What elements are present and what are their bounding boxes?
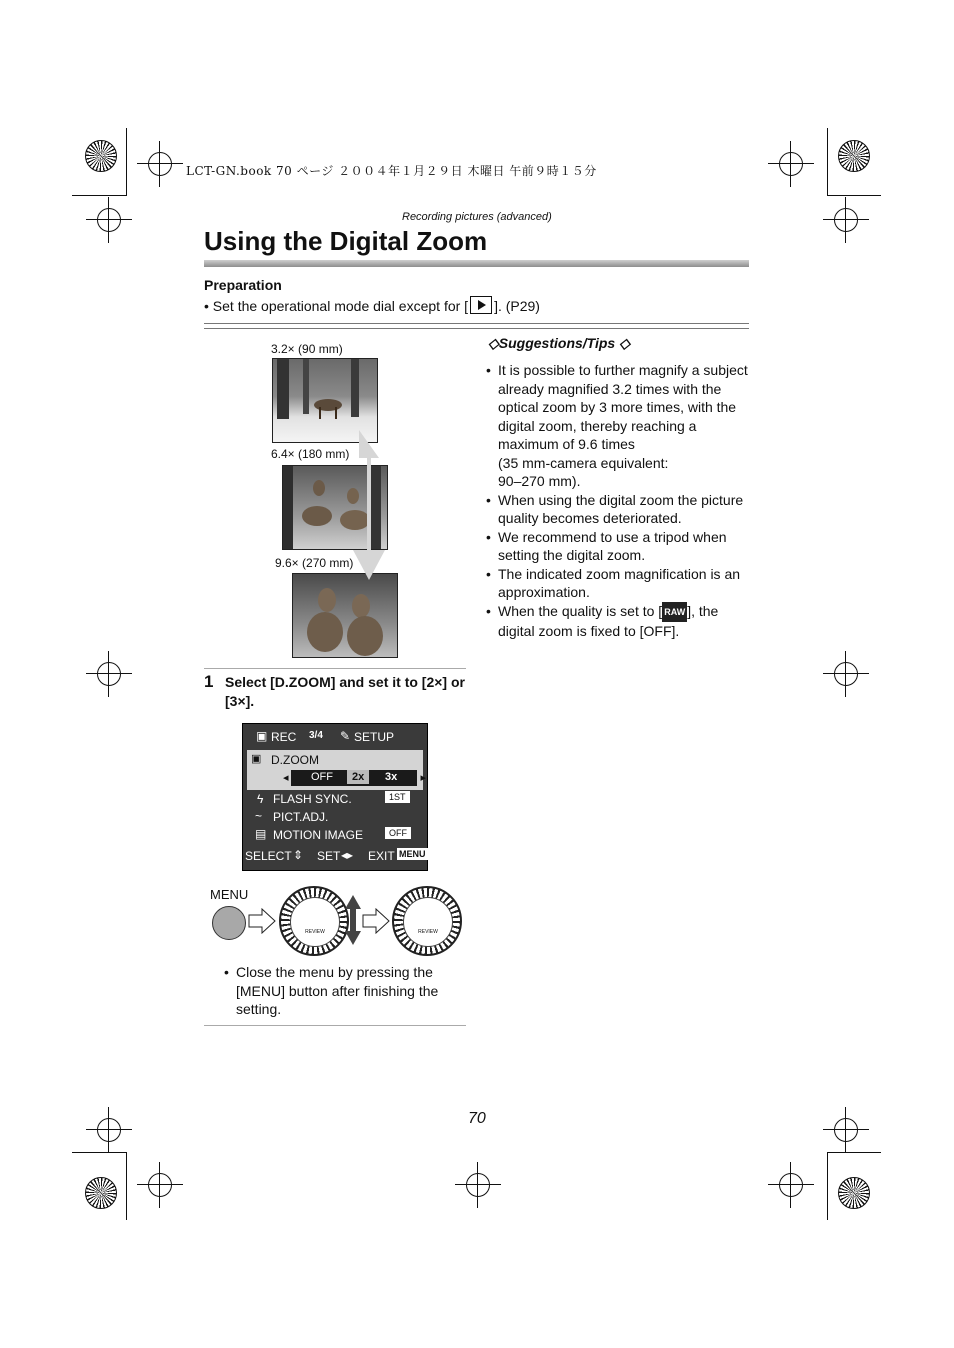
registration-cross-mark xyxy=(148,1173,172,1197)
page-title: Using the Digital Zoom xyxy=(204,226,488,256)
camera-icon: ▣ xyxy=(256,729,268,743)
raw-text-after: ], the digital zoom is fixed to [OFF]. xyxy=(498,602,719,639)
flash-sync-row[interactable] xyxy=(247,790,423,808)
menu-button[interactable] xyxy=(212,906,246,940)
updown-arrows-icon xyxy=(344,895,362,945)
preparation-text xyxy=(204,296,540,314)
film-icon: ▤ xyxy=(255,827,267,841)
motion-image-label: MOTION IMAGE xyxy=(273,828,363,842)
option-2x[interactable]: 2x xyxy=(347,770,369,784)
exit-label: EXIT xyxy=(368,849,395,863)
registration-sun-mark xyxy=(85,140,117,172)
pict-adj-row[interactable] xyxy=(247,808,423,826)
divider xyxy=(204,328,749,329)
control-dial[interactable] xyxy=(279,886,349,956)
close-note: • Close the menu by pressing the [MENU] button after finishing the setting. xyxy=(224,963,464,1019)
arrow-right-icon xyxy=(362,908,390,934)
option-3x[interactable]: 3x xyxy=(385,771,398,783)
close-note-list xyxy=(224,963,464,1019)
step-text: Select [D.ZOOM] and set it to [2×] or [3×]. xyxy=(225,674,465,709)
select-label: SELECT xyxy=(245,849,292,863)
list-item xyxy=(486,361,748,491)
dzoom-selector[interactable] xyxy=(283,770,426,786)
raw-icon: RAW xyxy=(662,602,687,623)
menu-footer xyxy=(245,847,426,865)
registration-sun-mark xyxy=(838,1177,870,1209)
registration-cross-mark xyxy=(466,1173,490,1197)
preparation-heading: Preparation xyxy=(204,277,282,293)
arrow-left-icon[interactable]: ◂ xyxy=(283,772,289,784)
control-dial[interactable] xyxy=(392,886,462,956)
flash-sync-label: FLASH SYNC. xyxy=(273,792,352,806)
registration-cross-mark xyxy=(834,208,858,232)
deer-image xyxy=(293,574,397,657)
preparation-text-after: ]. (P29) xyxy=(494,298,540,314)
zoom-caption-1: 3.2× (90 mm) xyxy=(271,342,343,356)
updown-icon: ⇕ xyxy=(293,848,304,862)
zoom-icon: ▣ xyxy=(251,753,262,765)
tip-text-extra: (35 mm-camera equivalent: xyxy=(498,454,669,471)
flash-sync-value: 1ST xyxy=(385,791,410,803)
list-item: • When using the digital zoom the picture quality becomes deteriorated. xyxy=(486,491,748,528)
registration-cross-mark xyxy=(834,1118,858,1142)
zoom-arrow-graphic xyxy=(349,430,389,580)
diamond-icon: ◇ xyxy=(488,335,499,351)
arrow-right-icon[interactable]: ▸ xyxy=(420,772,426,784)
dial-center xyxy=(290,897,340,947)
divider xyxy=(204,323,749,324)
registration-cross-mark xyxy=(97,662,121,686)
tip-text-extra: 90–270 mm). xyxy=(498,473,581,489)
registration-cross-mark xyxy=(834,662,858,686)
camera-menu-screen xyxy=(242,723,428,871)
crop-line xyxy=(126,128,127,196)
leftright-icon: ◂▸ xyxy=(341,848,354,862)
preparation-text-before: • Set the operational mode dial except for [ xyxy=(204,298,469,314)
step-number: 1 xyxy=(204,672,214,691)
raw-text-before: When the quality is set to [ xyxy=(498,602,663,619)
tips-heading-text: Suggestions/Tips xyxy=(498,335,616,351)
motion-image-row[interactable] xyxy=(247,826,423,844)
tips-heading xyxy=(488,335,630,352)
tips-list xyxy=(486,361,748,641)
pict-adj-icon: ~ xyxy=(255,809,263,823)
registration-sun-mark xyxy=(838,140,870,172)
print-info: LCT-GN.book 70 ページ ２００４年１月２９日 木曜日 午前９時１５分 xyxy=(186,164,597,178)
crop-line xyxy=(827,1152,828,1220)
flash-icon: ϟ xyxy=(257,792,264,806)
zoom-caption-2: 6.4× (180 mm) xyxy=(271,447,350,461)
registration-cross-mark xyxy=(779,152,803,176)
dzoom-label: D.ZOOM xyxy=(271,753,319,767)
review-label: REVIEW xyxy=(305,929,325,935)
arrow-right-icon xyxy=(248,908,276,934)
crop-line xyxy=(827,1152,881,1153)
tab-setup[interactable]: SETUP xyxy=(354,730,395,744)
tab-rec[interactable]: REC xyxy=(271,730,297,744)
divider xyxy=(204,668,466,669)
menu-button-label: MENU xyxy=(210,887,249,902)
list-item xyxy=(486,602,748,641)
dzoom-row[interactable] xyxy=(247,750,426,790)
wrench-icon: ✎ xyxy=(340,729,351,743)
registration-cross-mark xyxy=(97,1118,121,1142)
crop-line xyxy=(827,195,881,196)
title-underline xyxy=(204,260,749,267)
pict-adj-label: PICT.ADJ. xyxy=(273,810,329,824)
crop-line xyxy=(72,195,126,196)
diamond-icon: ◇ xyxy=(619,335,630,351)
divider xyxy=(204,1025,466,1026)
registration-sun-mark xyxy=(85,1177,117,1209)
option-off[interactable]: OFF xyxy=(311,771,333,783)
review-label: REVIEW xyxy=(418,929,438,935)
list-item: • The indicated zoom magnification is an approximation. xyxy=(486,565,748,602)
registration-cross-mark xyxy=(97,208,121,232)
registration-cross-mark xyxy=(148,152,172,176)
crop-line xyxy=(126,1152,127,1220)
menu-page: 3/4 xyxy=(309,730,323,741)
list-item: • We recommend to use a tripod when setting the digital zoom. xyxy=(486,528,748,565)
menu-tab-row xyxy=(247,728,423,746)
crop-line xyxy=(72,1152,126,1153)
set-label: SET xyxy=(317,849,341,863)
page-number: 70 xyxy=(468,1110,486,1127)
motion-image-value: OFF xyxy=(385,827,411,839)
registration-cross-mark xyxy=(779,1173,803,1197)
crop-line xyxy=(827,128,828,196)
zoom-caption-3: 9.6× (270 mm) xyxy=(275,556,354,570)
menu-badge: MENU xyxy=(399,849,426,859)
play-icon xyxy=(470,296,492,314)
deer-photo-9-6x xyxy=(292,573,398,658)
section-header: Recording pictures (advanced) xyxy=(402,211,552,223)
tip-text: It is possible to further magnify a subject already magnified 3.2 times with the optical zoom by 3 more times, with the digital zoom, thereby reaching a maximum of 9.6 times xyxy=(498,362,748,452)
dial-center xyxy=(403,897,453,947)
